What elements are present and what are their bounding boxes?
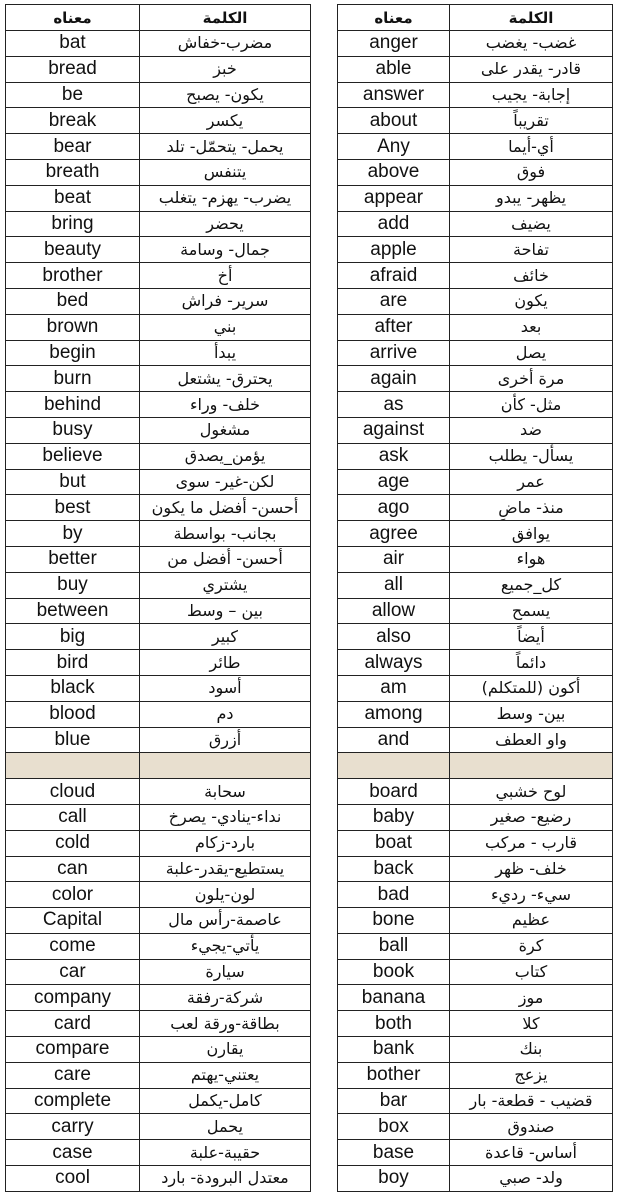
english-word: buy <box>6 572 140 598</box>
table-row <box>6 1088 311 1114</box>
arabic-meaning: طائر <box>140 650 311 676</box>
arabic-meaning: قضيب - قطعة- بار <box>450 1088 613 1114</box>
arabic-meaning: بطاقة-ورقة لعب <box>140 1011 311 1037</box>
table-row <box>338 882 613 908</box>
arabic-meaning: قادر- يقدر على <box>450 56 613 82</box>
english-word: between <box>6 598 140 624</box>
english-word: blood <box>6 701 140 727</box>
table-row <box>338 108 613 134</box>
arabic-meaning: يشتري <box>140 572 311 598</box>
table-row <box>338 985 613 1011</box>
arabic-meaning: خلف- ظهر <box>450 856 613 882</box>
arabic-meaning: واو العطف <box>450 727 613 753</box>
english-word: book <box>338 959 450 985</box>
english-word: am <box>338 675 450 701</box>
separator-row <box>338 753 613 779</box>
arabic-meaning: خائف <box>450 263 613 289</box>
english-word: apple <box>338 237 450 263</box>
header-row <box>6 5 311 31</box>
english-word: both <box>338 1011 450 1037</box>
arabic-meaning: أي-أيما <box>450 134 613 160</box>
header-word: الكلمة <box>140 5 311 31</box>
english-word: burn <box>6 366 140 392</box>
arabic-meaning: ولد- صبي <box>450 1166 613 1192</box>
table-row <box>338 624 613 650</box>
header-word: الكلمة <box>450 5 613 31</box>
english-word: ago <box>338 495 450 521</box>
arabic-meaning: كبير <box>140 624 311 650</box>
table-row <box>338 1037 613 1063</box>
english-word: best <box>6 495 140 521</box>
english-word: ball <box>338 933 450 959</box>
english-word: break <box>6 108 140 134</box>
english-word: appear <box>338 185 450 211</box>
arabic-meaning: نداء-ينادي- يصرخ <box>140 804 311 830</box>
separator-row <box>6 753 311 779</box>
arabic-meaning: سيارة <box>140 959 311 985</box>
table-row <box>6 392 311 418</box>
table-row <box>338 675 613 701</box>
arabic-meaning: أسود <box>140 675 311 701</box>
table-row <box>338 1140 613 1166</box>
arabic-meaning: أكون (للمتكلم) <box>450 675 613 701</box>
table-row <box>6 159 311 185</box>
table-row <box>338 856 613 882</box>
table-row <box>6 779 311 805</box>
english-word: call <box>6 804 140 830</box>
arabic-meaning: أحسن- أفضل من <box>140 546 311 572</box>
english-word: bring <box>6 211 140 237</box>
english-word: complete <box>6 1088 140 1114</box>
english-word: among <box>338 701 450 727</box>
english-word: bar <box>338 1088 450 1114</box>
arabic-meaning: يبدأ <box>140 340 311 366</box>
table-row <box>6 82 311 108</box>
english-word: after <box>338 314 450 340</box>
table-row <box>6 288 311 314</box>
table-row <box>338 185 613 211</box>
english-word: bear <box>6 134 140 160</box>
english-word: believe <box>6 443 140 469</box>
arabic-meaning: صندوق <box>450 1114 613 1140</box>
table-row <box>6 701 311 727</box>
table-row <box>6 443 311 469</box>
table-row <box>6 727 311 753</box>
table-row <box>6 56 311 82</box>
arabic-meaning: بين – وسط <box>140 598 311 624</box>
table-row <box>6 650 311 676</box>
english-word: anger <box>338 31 450 57</box>
arabic-meaning: بارد-زكام <box>140 830 311 856</box>
arabic-meaning: يستطيع-يقدر-علبة <box>140 856 311 882</box>
table-row <box>6 675 311 701</box>
table-row <box>338 31 613 57</box>
english-word: but <box>6 469 140 495</box>
arabic-meaning: موز <box>450 985 613 1011</box>
table-row <box>338 521 613 547</box>
arabic-meaning: يحضر <box>140 211 311 237</box>
english-word: behind <box>6 392 140 418</box>
english-word: bird <box>6 650 140 676</box>
arabic-meaning: دم <box>140 701 311 727</box>
header-meaning: معناه <box>6 5 140 31</box>
english-word: beauty <box>6 237 140 263</box>
english-word: ask <box>338 443 450 469</box>
english-word: able <box>338 56 450 82</box>
arabic-meaning: خبز <box>140 56 311 82</box>
arabic-meaning: يكون- يصبح <box>140 82 311 108</box>
english-word: always <box>338 650 450 676</box>
english-word: age <box>338 469 450 495</box>
arabic-meaning: تفاحة <box>450 237 613 263</box>
english-word: allow <box>338 598 450 624</box>
table-row <box>6 237 311 263</box>
table-row <box>6 882 311 908</box>
english-word: Capital <box>6 908 140 934</box>
arabic-meaning <box>450 753 613 779</box>
english-word: can <box>6 856 140 882</box>
table-row <box>6 417 311 443</box>
arabic-meaning: رضيع- صغير <box>450 804 613 830</box>
table-row <box>6 495 311 521</box>
english-word: agree <box>338 521 450 547</box>
english-word: compare <box>6 1037 140 1063</box>
arabic-meaning: يكون <box>450 288 613 314</box>
english-word: company <box>6 985 140 1011</box>
table-row <box>338 392 613 418</box>
english-word: bone <box>338 908 450 934</box>
table-row <box>338 701 613 727</box>
arabic-meaning: قارب - مركب <box>450 830 613 856</box>
english-word: color <box>6 882 140 908</box>
english-word: again <box>338 366 450 392</box>
vocab-table-right <box>337 4 613 1192</box>
english-word: Any <box>338 134 450 160</box>
table-row <box>6 804 311 830</box>
english-word: begin <box>6 340 140 366</box>
arabic-meaning: يأتي-يجيء <box>140 933 311 959</box>
header-meaning: معناه <box>338 5 450 31</box>
table-row <box>6 1037 311 1063</box>
arabic-meaning: لوح خشبي <box>450 779 613 805</box>
table-row <box>338 469 613 495</box>
english-word: about <box>338 108 450 134</box>
table-row <box>6 598 311 624</box>
english-word: by <box>6 521 140 547</box>
table-row <box>338 134 613 160</box>
english-word: beat <box>6 185 140 211</box>
table-row <box>338 1088 613 1114</box>
english-word: also <box>338 624 450 650</box>
table-row <box>6 856 311 882</box>
english-word <box>6 753 140 779</box>
english-word: bat <box>6 31 140 57</box>
table-row <box>6 31 311 57</box>
english-word: back <box>338 856 450 882</box>
table-row <box>338 443 613 469</box>
arabic-meaning: عمر <box>450 469 613 495</box>
arabic-meaning: يعتني-يهتم <box>140 1062 311 1088</box>
arabic-meaning: شركة-رفقة <box>140 985 311 1011</box>
english-word: add <box>338 211 450 237</box>
english-word: box <box>338 1114 450 1140</box>
table-row <box>6 469 311 495</box>
arabic-meaning: يضيف <box>450 211 613 237</box>
table-row <box>6 546 311 572</box>
vocab-table-left <box>5 4 311 1192</box>
arabic-meaning: يضرب- يهزم- يتغلب <box>140 185 311 211</box>
english-word: boy <box>338 1166 450 1192</box>
english-word: card <box>6 1011 140 1037</box>
table-row <box>338 804 613 830</box>
arabic-meaning: أيضاً <box>450 624 613 650</box>
table-row <box>338 1166 613 1192</box>
table-row <box>338 1011 613 1037</box>
table-row <box>6 830 311 856</box>
english-word: blue <box>6 727 140 753</box>
english-word: and <box>338 727 450 753</box>
table-row <box>338 598 613 624</box>
english-word: arrive <box>338 340 450 366</box>
arabic-meaning: عاصمة-رأس مال <box>140 908 311 934</box>
arabic-meaning: بنك <box>450 1037 613 1063</box>
english-word: above <box>338 159 450 185</box>
table-row <box>338 159 613 185</box>
arabic-meaning: أخ <box>140 263 311 289</box>
arabic-meaning: مضرب-خفاش <box>140 31 311 57</box>
table-row <box>6 340 311 366</box>
table-row <box>6 985 311 1011</box>
arabic-meaning: سرير- فراش <box>140 288 311 314</box>
table-row <box>6 572 311 598</box>
table-row <box>338 366 613 392</box>
english-word: air <box>338 546 450 572</box>
table-row <box>338 237 613 263</box>
english-word: big <box>6 624 140 650</box>
arabic-meaning: أساس- قاعدة <box>450 1140 613 1166</box>
english-word: bank <box>338 1037 450 1063</box>
table-row <box>6 521 311 547</box>
table-row <box>6 1140 311 1166</box>
arabic-meaning: تقريباً <box>450 108 613 134</box>
arabic-meaning <box>140 753 311 779</box>
table-row <box>6 624 311 650</box>
arabic-meaning: كرة <box>450 933 613 959</box>
english-word: bother <box>338 1062 450 1088</box>
table-row <box>338 830 613 856</box>
english-word: baby <box>338 804 450 830</box>
arabic-meaning: يوافق <box>450 521 613 547</box>
table-row <box>6 134 311 160</box>
english-word: boat <box>338 830 450 856</box>
table-row <box>6 108 311 134</box>
english-word: all <box>338 572 450 598</box>
arabic-meaning: يزعج <box>450 1062 613 1088</box>
table-row <box>338 211 613 237</box>
english-word: better <box>6 546 140 572</box>
arabic-meaning: كتاب <box>450 959 613 985</box>
table-row <box>6 959 311 985</box>
table-row <box>338 495 613 521</box>
arabic-meaning: يسمح <box>450 598 613 624</box>
arabic-meaning: خلف- وراء <box>140 392 311 418</box>
table-row <box>338 933 613 959</box>
table-row <box>338 908 613 934</box>
table-row <box>6 314 311 340</box>
english-word: are <box>338 288 450 314</box>
table-row <box>338 1114 613 1140</box>
english-word: be <box>6 82 140 108</box>
table-row <box>338 288 613 314</box>
table-row <box>6 366 311 392</box>
english-word: busy <box>6 417 140 443</box>
arabic-meaning: لكن-غير- سوى <box>140 469 311 495</box>
english-word: cold <box>6 830 140 856</box>
english-word: black <box>6 675 140 701</box>
table-row <box>6 933 311 959</box>
table-row <box>338 727 613 753</box>
arabic-meaning: إجابة- يجيب <box>450 82 613 108</box>
english-word <box>338 753 450 779</box>
english-word: afraid <box>338 263 450 289</box>
english-word: board <box>338 779 450 805</box>
english-word: car <box>6 959 140 985</box>
arabic-meaning: حقيبة-علبة <box>140 1140 311 1166</box>
arabic-meaning: مثل- كأن <box>450 392 613 418</box>
english-word: come <box>6 933 140 959</box>
table-row <box>338 314 613 340</box>
arabic-meaning: يتنفس <box>140 159 311 185</box>
table-row <box>6 1114 311 1140</box>
arabic-meaning: يسأل- يطلب <box>450 443 613 469</box>
arabic-meaning: يقارن <box>140 1037 311 1063</box>
arabic-meaning: بجانب- بواسطة <box>140 521 311 547</box>
english-word: answer <box>338 82 450 108</box>
arabic-meaning: سيء- رديء <box>450 882 613 908</box>
english-word: cloud <box>6 779 140 805</box>
arabic-meaning: أزرق <box>140 727 311 753</box>
arabic-meaning: مرة أخرى <box>450 366 613 392</box>
table-row <box>338 82 613 108</box>
table-row <box>338 417 613 443</box>
english-word: base <box>338 1140 450 1166</box>
table-row <box>338 56 613 82</box>
english-word: brother <box>6 263 140 289</box>
arabic-meaning: سحابة <box>140 779 311 805</box>
english-word: bread <box>6 56 140 82</box>
table-row <box>6 211 311 237</box>
english-word: against <box>338 417 450 443</box>
english-word: bad <box>338 882 450 908</box>
arabic-meaning: غضب- يغضب <box>450 31 613 57</box>
english-word: care <box>6 1062 140 1088</box>
table-row <box>338 546 613 572</box>
arabic-meaning: منذ- ماضٍ <box>450 495 613 521</box>
table-row <box>338 340 613 366</box>
english-word: breath <box>6 159 140 185</box>
arabic-meaning: يحمل- يتحمّل- تلد <box>140 134 311 160</box>
arabic-meaning: يظهر- يبدو <box>450 185 613 211</box>
table-row <box>6 1166 311 1192</box>
arabic-meaning: لون-يلون <box>140 882 311 908</box>
arabic-meaning: يحمل <box>140 1114 311 1140</box>
english-word: case <box>6 1140 140 1166</box>
table-row <box>338 779 613 805</box>
arabic-meaning: يصل <box>450 340 613 366</box>
table-row <box>6 185 311 211</box>
arabic-meaning: دائماً <box>450 650 613 676</box>
arabic-meaning: معتدل البرودة- بارد <box>140 1166 311 1192</box>
arabic-meaning: بين- وسط <box>450 701 613 727</box>
english-word: carry <box>6 1114 140 1140</box>
english-word: banana <box>338 985 450 1011</box>
arabic-meaning: مشغول <box>140 417 311 443</box>
arabic-meaning: يكسر <box>140 108 311 134</box>
table-row <box>338 263 613 289</box>
arabic-meaning: هواء <box>450 546 613 572</box>
english-word: cool <box>6 1166 140 1192</box>
arabic-meaning: عظيم <box>450 908 613 934</box>
arabic-meaning: كلا <box>450 1011 613 1037</box>
table-row <box>6 908 311 934</box>
arabic-meaning: بعد <box>450 314 613 340</box>
arabic-meaning: فوق <box>450 159 613 185</box>
arabic-meaning: جمال- وسامة <box>140 237 311 263</box>
arabic-meaning: يحترق- يشتعل <box>140 366 311 392</box>
table-row <box>6 1011 311 1037</box>
arabic-meaning: كل_جميع <box>450 572 613 598</box>
table-row <box>338 1062 613 1088</box>
arabic-meaning: كامل-يكمل <box>140 1088 311 1114</box>
english-word: brown <box>6 314 140 340</box>
table-row <box>338 572 613 598</box>
arabic-meaning: بني <box>140 314 311 340</box>
english-word: bed <box>6 288 140 314</box>
english-word: as <box>338 392 450 418</box>
table-row <box>338 959 613 985</box>
table-row <box>6 263 311 289</box>
arabic-meaning: يؤمن_يصدق <box>140 443 311 469</box>
header-row <box>338 5 613 31</box>
table-row <box>338 650 613 676</box>
table-row <box>6 1062 311 1088</box>
arabic-meaning: أحسن- أفضل ما يكون <box>140 495 311 521</box>
arabic-meaning: ضد <box>450 417 613 443</box>
